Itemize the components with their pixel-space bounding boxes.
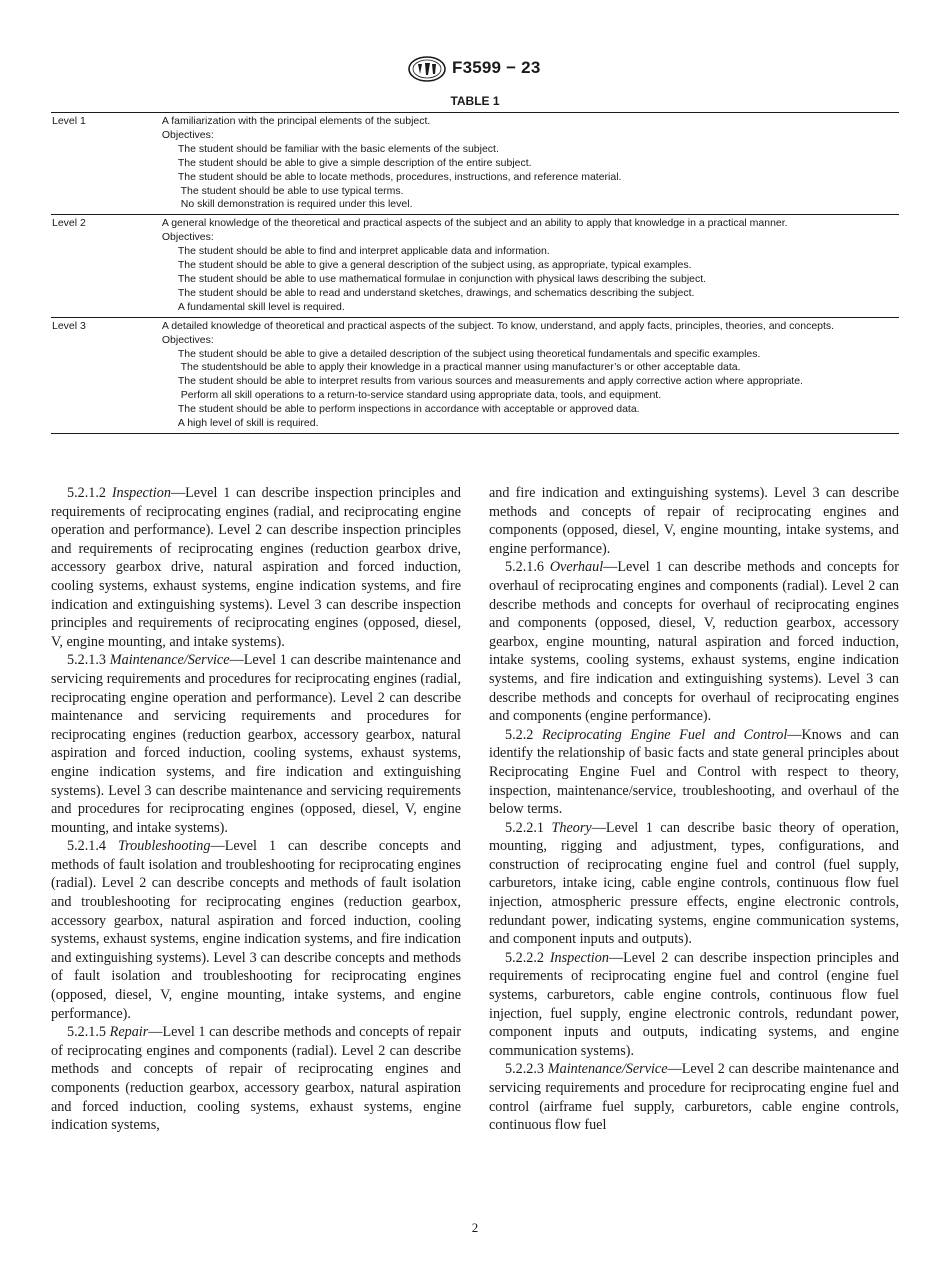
objective-item: The student should be able to find and interpret applicable data and information. <box>177 245 550 258</box>
section-paragraph <box>51 651 461 837</box>
objective-item: No skill demonstration is required under this level. <box>177 198 413 211</box>
objective-item: The student should be able to use typical terms. <box>177 184 404 197</box>
right-column <box>489 484 899 1135</box>
section-text: —Level 2 can describe inspection principles and requirements of reciprocating engine fuel and control (engine fuel systems, carburetors, cable engine controls, continuous flow fuel injection, fuel supply, engine electronic controls, redundant power, component inputs and outputs, indicating systems, and engine communication systems). <box>489 949 900 1059</box>
objective-item: The student should be able to perform inspections in accordance with acceptable or approved data. <box>177 403 640 416</box>
section-text: —Level 1 can describe basic theory of operation, mounting, rigging and adjustment, types, configurations, and construction of reciprocating engine fuel and control (fuel supply, carburetors, intake icing, cable engine controls, continuous flow fuel injection, atmospheric pressure effects, engine electronic controls, redundant power, indicating systems, engine communication systems, and component inputs and outputs). <box>489 819 900 948</box>
section-term: Maintenance/Service <box>547 1061 668 1078</box>
table-title: TABLE 1 <box>450 94 500 108</box>
section-term: Inspection <box>111 485 171 501</box>
document-id: F3599 − 23 <box>452 58 541 77</box>
description-text: A detailed knowledge of theoretical and practical aspects of the subject. To know, understand, and apply facts, principles, theories, and concepts. <box>161 319 835 332</box>
level-label: Level 2 <box>52 217 86 230</box>
section-text: —Level 1 can describe maintenance and servicing requirements and procedures for reciprocating engines (radial, reciprocating engine operation and performance). Level 2 can describe maintenance and servicing requirements and procedures for reciprocating engines (reduction gearbox, accessory gearbox, natural aspiration and forced induction, cooling systems, exhaust systems, engine indication systems, and fire indication and extinguishing systems). Level 3 can describe maintenance and servicing requirements and procedures for reciprocating engines (opposed, diesel, V, engine mounting, and intake systems). <box>51 652 462 836</box>
objective-item: The student should be familiar with the basic elements of the subject. <box>177 142 499 155</box>
objective-item: The student should be able to interpret results from various sources and measurements and apply corrective action where appropriate. <box>177 375 803 388</box>
section-paragraph <box>489 558 899 725</box>
section-number: 5.2.1.4 <box>67 838 107 855</box>
objective-item: The student should be able to read and understand sketches, drawings, and schematics describing the subject. <box>177 286 695 299</box>
section-term: Troubleshooting <box>118 838 211 855</box>
objective-item: The studentshould be able to apply their knowledge in a practical manner using manufacturer’s or other acceptable data. <box>177 361 741 374</box>
level-description <box>162 320 899 431</box>
section-paragraph <box>489 726 899 819</box>
objective-item: A fundamental skill level is required. <box>177 300 345 313</box>
objectives-label: Objectives: <box>161 333 214 346</box>
section-text: —Level 1 can describe methods and concepts for overhaul of reciprocating engines and components (radial). Level 2 can describe methods and concepts for overhaul of reciprocating engines and components (opposed, diesel, V, reduction gearbox, accessory gearbox, engine mounting, natural aspiration and forced induction, intake systems, cooling systems, exhaust systems, engine indication systems, and fire indication and extinguishing systems). Level 3 can describe methods and concepts for overhaul of reciprocating engines and components (engine performance). <box>489 559 899 725</box>
continued-paragraph: and fire indication and extinguishing systems). Level 3 can describe methods and concepts of repair of reciprocating engines and components (opposed, diesel, V, engine mounting, intake systems, and engine performance). <box>489 485 899 557</box>
objective-item: The student should be able to locate methods, procedures, instructions, and reference material. <box>177 170 622 183</box>
section-term: Repair <box>109 1024 149 1041</box>
section-text: —Knows and can identify the relationship of basic facts and state general principles about Reciprocating Engine Fuel and Control with respect to theory, inspection, maintenance/service, troubleshooting, and overhaul of the below terms. <box>489 726 900 818</box>
section-number: 5.2.1.3 <box>67 652 107 669</box>
section-number: 5.2.1.2 <box>67 485 107 501</box>
section-number: 5.2.2 <box>505 726 534 743</box>
table-row <box>51 113 899 214</box>
section-text: —Level 2 can describe maintenance and servicing requirements and procedure for reciprocating engine fuel and control (airframe fuel supply, carburetors, cable engine controls, continuous flow fuel <box>489 1061 900 1134</box>
page-number: 2 <box>471 1220 479 1235</box>
levels-table <box>51 112 899 434</box>
section-number: 5.2.2.1 <box>505 819 545 836</box>
level-label: Level 3 <box>52 319 86 332</box>
table-row <box>51 214 899 316</box>
description-text: A general knowledge of the theoretical and practical aspects of the subject and an ability to apply that knowledge in a practical manner. <box>161 217 788 230</box>
objective-item: A high level of skill is required. <box>177 417 319 430</box>
section-paragraph <box>51 837 461 1023</box>
objectives-label: Objectives: <box>161 231 214 244</box>
objective-item: The student should be able to give a general description of the subject using, as appropriate, typical examples. <box>177 259 692 272</box>
section-number: 5.2.1.5 <box>67 1024 107 1041</box>
objective-item: The student should be able to give a simple description of the entire subject. <box>177 156 532 169</box>
section-paragraph <box>51 1023 461 1135</box>
section-term: Theory <box>551 819 592 836</box>
description-text: A familiarization with the principal elements of the subject. <box>161 115 431 127</box>
section-paragraph <box>489 949 899 1061</box>
table-row <box>51 317 899 433</box>
objective-item: Perform all skill operations to a return-to-service standard using appropriate data, tools, and equipment. <box>177 389 662 402</box>
section-number: 5.2.2.3 <box>505 1061 545 1078</box>
level-label: Level 1 <box>52 115 86 127</box>
objective-item: The student should be able to use mathematical formulae in conjunction with physical laws describing the subject. <box>177 272 707 285</box>
level-description <box>162 217 899 314</box>
objectives-label: Objectives: <box>161 128 214 141</box>
section-number: 5.2.2.2 <box>505 949 545 966</box>
section-term: Inspection <box>549 949 609 966</box>
section-text: —Level 1 can describe methods and concepts of repair of reciprocating engines and components (radial). Level 2 can describe methods and concepts of repair of reciprocating engines and components (reduction gearbox, accessory gearbox, natural aspiration and forced induction, cooling systems, exhaust systems, engine indication systems, <box>51 1024 461 1134</box>
section-term: Overhaul <box>549 559 604 576</box>
page-header <box>0 56 950 82</box>
objective-item: The student should be able to give a detailed description of the subject using theoretical fundamentals and specific examples. <box>177 347 761 360</box>
section-text: —Level 1 can describe concepts and methods of fault isolation and troubleshooting for reciprocating engines (radial). Level 2 can describe concepts and methods of fault isolation and troubleshooting for reciprocating engines (reduction gearbox, accessory gearbox, natural aspiration and forced induction, cooling systems, exhaust systems, engine indication systems, and fire indication and extinguishing systems). Level 3 can describe concepts and methods of fault isolation and troubleshooting for reciprocating engines (opposed, diesel, V, engine mounting, intake systems, and engine performance). <box>51 838 462 1022</box>
level-description <box>162 115 899 212</box>
left-column <box>51 484 461 1135</box>
section-paragraph <box>489 819 899 949</box>
section-term: Maintenance/Service <box>109 652 230 669</box>
section-term: Reciprocating Engine Fuel and Control <box>541 726 788 743</box>
astm-logo-icon <box>408 56 446 82</box>
section-paragraph <box>489 1060 899 1134</box>
section-paragraph <box>51 484 461 651</box>
section-number: 5.2.1.6 <box>505 559 545 576</box>
section-text: —Level 1 can describe inspection principles and requirements of reciprocating engines (radial, and reciprocating engine operation and performance). Level 2 can describe inspection principles and requirements of reciprocating engines (reduction gearbox drive, accessory gearbox drive, natural aspiration and forced induction, cooling systems, exhaust systems, engine indication systems, and fire indication and extinguishing systems). Level 3 can describe inspection principles and requirements of reciprocating engines (opposed, diesel, V, engine mounting, and intake systems). <box>51 485 462 650</box>
